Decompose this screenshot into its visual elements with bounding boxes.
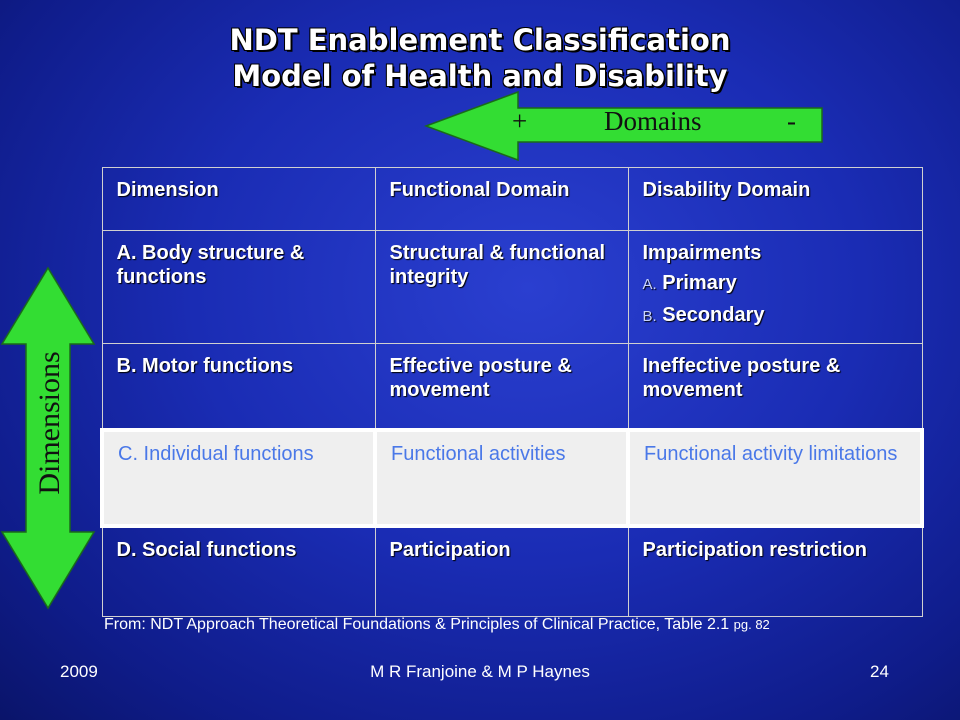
cell-disability: Participation restriction [628, 526, 922, 617]
slide-title [0, 22, 960, 94]
subitem-marker: A. [642, 276, 657, 293]
header-dimension: Dimension [102, 168, 375, 231]
cell-functional: Functional activities [375, 430, 628, 526]
domains-minus-sign: - [787, 106, 796, 136]
header-disability-domain: Disability Domain [628, 168, 922, 231]
footer-authors: M R Franjoine & M P Haynes [370, 662, 590, 681]
footer-year: 2009 [60, 662, 98, 681]
cell-disability: Functional activity limitations [628, 430, 922, 526]
subitem-secondary [643, 303, 910, 329]
subitem-text: Secondary [662, 304, 765, 326]
table-header-row [102, 168, 922, 231]
cell-functional: Effective posture & movement [375, 344, 628, 431]
footnote-text: From: NDT Approach Theoretical Foundations & Principles of Clinical Practice, Table 2.1 [104, 616, 730, 633]
domains-plus-sign: + [512, 106, 528, 136]
cell-functional: Participation [375, 526, 628, 617]
cell-dimension: C. Individual functions [102, 430, 375, 526]
cell-dimension: B. Motor functions [102, 344, 375, 431]
cell-dimension: A. Body structure & functions [102, 231, 375, 344]
subitem-text: Primary [662, 272, 737, 294]
dimensions-arrow-label: Dimensions [33, 351, 66, 495]
title-line-2: Model of Health and Disability [232, 59, 728, 93]
domains-arrow-label [512, 106, 812, 140]
domains-label-text: Domains [604, 106, 702, 136]
footnote-page: pg. 82 [733, 617, 770, 632]
footer-slide-number: 24 [870, 662, 889, 681]
subitem-primary [643, 271, 910, 297]
cell-dimension: D. Social functions [102, 526, 375, 617]
cell-disability [628, 231, 922, 344]
title-line-1: NDT Enablement Classification [229, 23, 731, 57]
disability-heading: Impairments [642, 242, 762, 264]
classification-table [100, 167, 924, 617]
cell-functional: Structural & functional integrity [375, 231, 628, 344]
cell-disability: Ineffective posture & movement [628, 344, 922, 431]
table-row-highlighted [102, 430, 922, 526]
table-row [102, 344, 922, 431]
table-row [102, 526, 922, 617]
subitem-marker: B. [642, 308, 657, 325]
table-row [102, 231, 922, 344]
source-footnote [104, 616, 770, 634]
header-functional-domain: Functional Domain [375, 168, 628, 231]
